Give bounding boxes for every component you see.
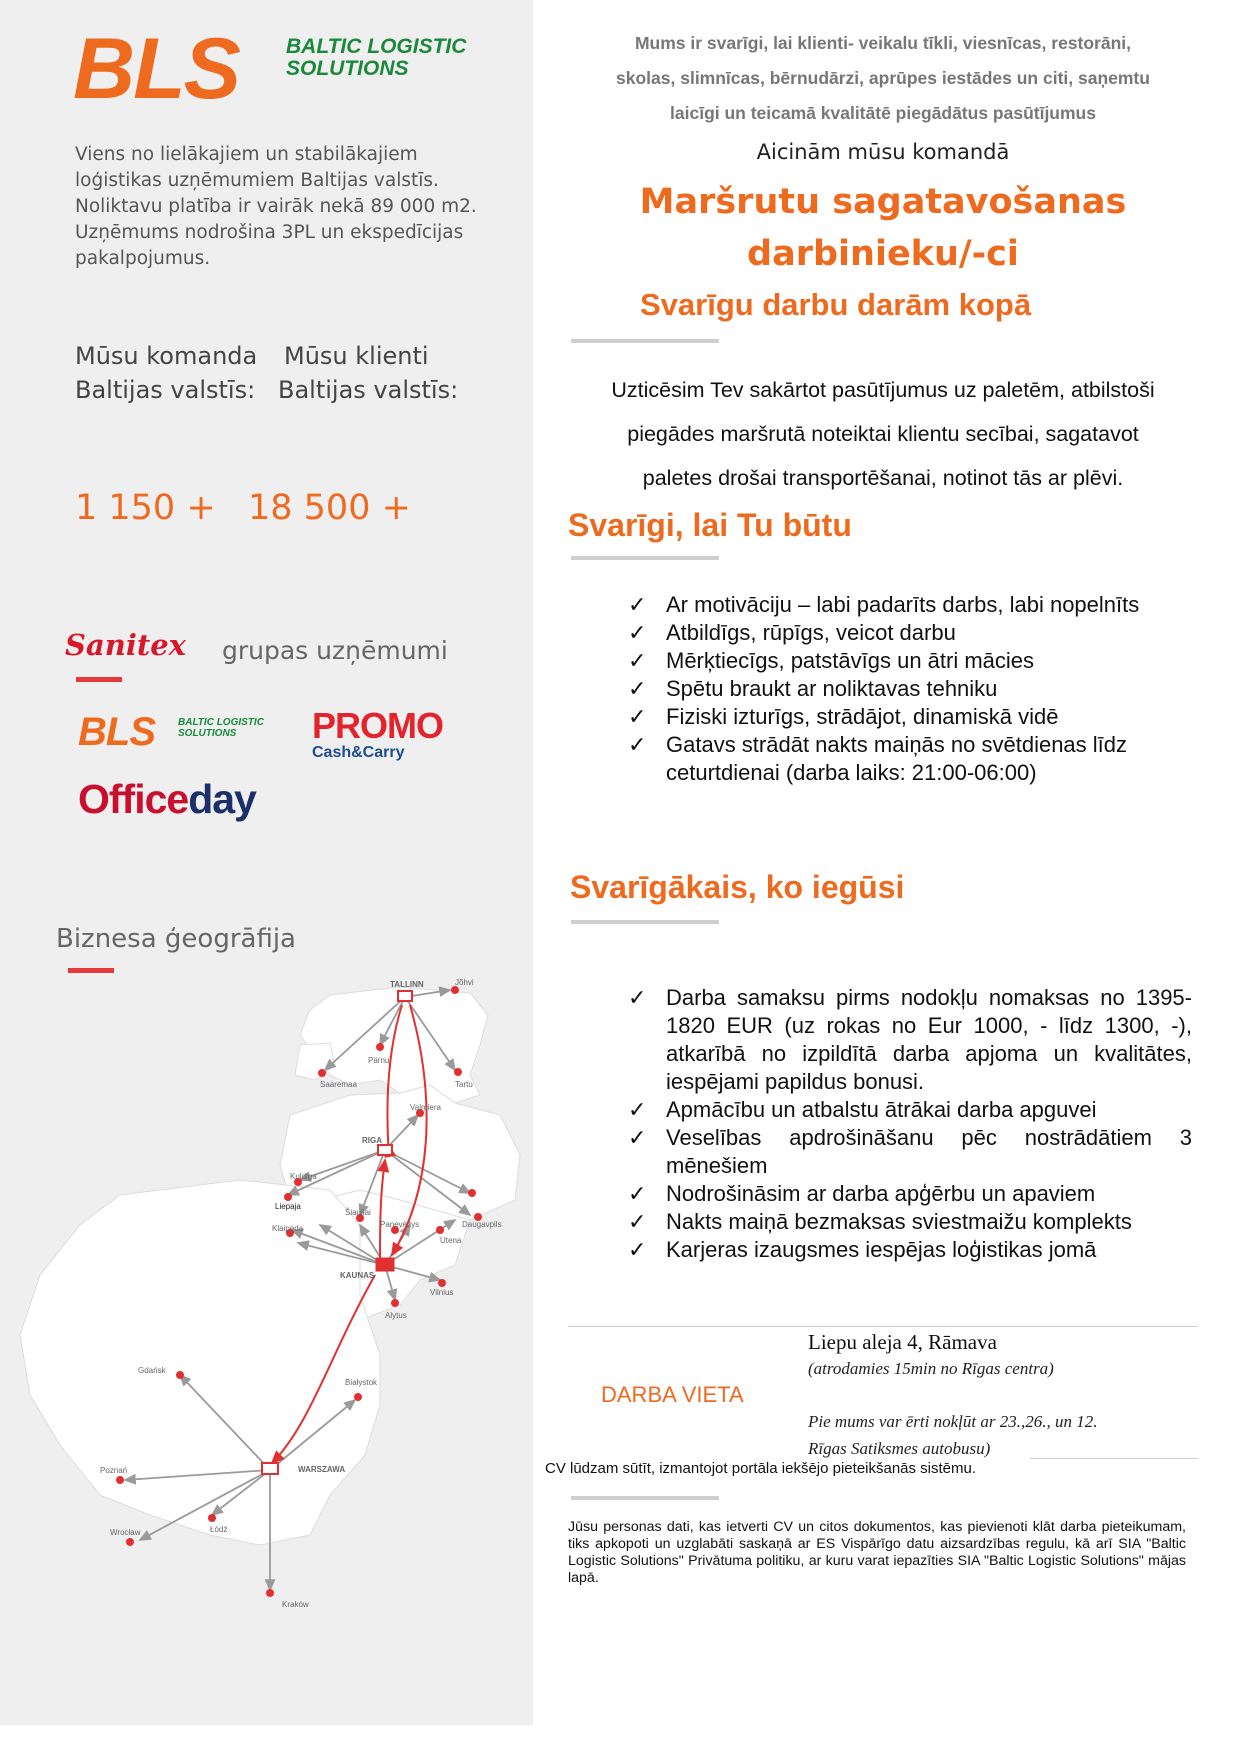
intro-line: pakalpojumus. [75, 248, 211, 269]
list-item: ✓ Ar motivāciju – labi padarīts darbs, labi nopelnīts [628, 592, 1140, 617]
geography-map [0, 975, 533, 1715]
workplace-transport: Pie mums var ērti nokļūt ar 23.,26., un 12. Rīgas Satiksmes autobusu) [808, 1412, 1098, 1458]
svg-text:Alytus: Alytus [385, 1311, 407, 1320]
benefits-list [628, 984, 1192, 1264]
map-pin [266, 1589, 274, 1597]
hub-warszawa [262, 1463, 278, 1474]
divider [571, 556, 719, 560]
left-panel [0, 0, 533, 1725]
intro-line: Viens no lielākajiem un stabilākajiem [75, 144, 418, 165]
svg-text:RIGA: RIGA [362, 1136, 382, 1145]
privacy-note: Jūsu personas dati, kas ietverti CV un citos dokumentos, kas pievienoti klāt darba pieteikumam, tiks apkopoti un uzglabāti saskaņā ar ES Vispārīgo datu aizsardzības regulu, kā arī SIA "Baltic Logistic Solutions" Privātuma politiku, ar kuru varat iepazīties SIA "Baltic Logistic Solutions" mājas lapā. [568, 1519, 1186, 1586]
svg-text:Łódź: Łódź [210, 1525, 228, 1534]
check-icon: ✓ [628, 676, 647, 701]
bls-logo-letters: BLS [73, 21, 239, 117]
map-pin [468, 1189, 476, 1197]
divider [571, 339, 719, 343]
benefits-heading: Svarīgākais, ko iegūsi [570, 869, 905, 905]
map-pin [376, 1043, 384, 1051]
workplace-address: Liepu aleja 4, Rāmava [808, 1330, 997, 1354]
workplace-bottom-rule [1030, 1458, 1198, 1459]
company-intro [75, 142, 515, 272]
intro-line: Uzņēmums nodrošina 3PL un ekspedīcijas [75, 222, 464, 243]
list-item: ✓ Spētu braukt ar noliktavas tehniku [628, 676, 998, 701]
divider [571, 920, 719, 924]
hub-tallinn [398, 991, 412, 1001]
group-text: grupas uzņēmumi [222, 636, 448, 665]
map-pin [208, 1514, 216, 1522]
divider [76, 677, 122, 682]
check-icon: ✓ [628, 1209, 647, 1234]
svg-text:Jõhvi: Jõhvi [455, 978, 474, 987]
check-icon: ✓ [628, 1181, 647, 1206]
workplace-address-note: (atrodamies 15min no Rīgas centra) [808, 1359, 1054, 1378]
list-item: ✓ Nodrošināsim ar darba apģērbu un apaviem [628, 1181, 1096, 1206]
check-icon: ✓ [628, 1097, 647, 1122]
list-item: ✓ Gatavs strādāt nakts maiņās no svētdienas līdz ceturtdienai (darba laiks: 21:00-06:00) [628, 732, 1128, 785]
slogan: Svarīgu darbu darām kopā [640, 287, 1032, 322]
officeday-logo: Officeday [78, 776, 256, 822]
workplace-label: DARBA VIETA [601, 1382, 744, 1407]
divider [68, 968, 114, 973]
svg-text:Poznań: Poznań [100, 1466, 128, 1475]
map-pin [116, 1476, 124, 1484]
intro-line: loģistikas uzņēmumiem Baltijas valstīs. [75, 170, 439, 191]
check-icon: ✓ [628, 985, 647, 1010]
map-pin [176, 1371, 184, 1379]
list-item: ✓ Mērķtiecīgs, patstāvīgs un ātri mācies [628, 648, 1035, 673]
map-pin [354, 1393, 362, 1401]
svg-text:Klaipėda: Klaipėda [272, 1224, 304, 1233]
cv-note: CV lūdzam sūtīt, izmantojot portāla iekšējo pieteikšanās sistēmu. [545, 1460, 977, 1477]
list-item: ✓ Apmācību un atbalstu ātrākai darba apguvei [628, 1097, 1097, 1122]
list-item: ✓ Veselības apdrošināšanu pēc nostrādātiem 3 mēnešiem [628, 1125, 1192, 1178]
svg-text:Kraków: Kraków [282, 1600, 309, 1609]
map-pin [436, 1226, 444, 1234]
svg-text:Gdańsk: Gdańsk [138, 1366, 166, 1375]
check-icon: ✓ [628, 620, 647, 645]
list-item: ✓ Darba samaksu pirms nodokļu nomaksas no 1395-1820 EUR (uz rokas no Eur 1000, - līdz 1300, -), atkarībā no izpildītā darba apjoma un kvalitātes, iespējami papildus bonusi. [628, 985, 1192, 1094]
bls-logo-line2: SOLUTIONS [286, 57, 409, 80]
check-icon: ✓ [628, 1237, 647, 1262]
requirements-list [628, 591, 1168, 787]
svg-text:Kuldiga: Kuldiga [290, 1172, 317, 1181]
map-pin [451, 986, 459, 994]
list-item: ✓ Fiziski izturīgs, strādājot, dinamiskā vidē [628, 704, 1059, 729]
hub-riga [378, 1145, 392, 1155]
list-item: ✓ Atbildīgs, rūpīgs, veicot darbu [628, 620, 956, 645]
team-label: Mūsu komanda Baltijas valstīs: [75, 342, 258, 404]
hub-kaunas [376, 1258, 394, 1271]
check-icon: ✓ [628, 648, 647, 673]
svg-text:WARSZAWA: WARSZAWA [298, 1465, 346, 1474]
check-icon: ✓ [628, 1125, 647, 1150]
requirements-heading: Svarīgi, lai Tu būtu [568, 507, 852, 543]
clients-label: Mūsu klienti Baltijas valstīs: [278, 342, 459, 404]
list-item: ✓ Karjeras izaugsmes iespējas loģistikas jomā [628, 1237, 1097, 1262]
sanitex-logo: Sanitex [65, 628, 186, 662]
svg-text:Pärnu: Pärnu [368, 1056, 390, 1065]
map-pin [126, 1538, 134, 1546]
svg-text:Utena: Utena [440, 1236, 462, 1245]
check-icon: ✓ [628, 704, 647, 729]
check-icon: ✓ [628, 592, 647, 617]
team-count: 1 150 + [75, 488, 216, 528]
bls-logo [73, 21, 493, 117]
clients-count: 18 500 + [248, 488, 411, 528]
svg-text:Šiauliai: Šiauliai [345, 1208, 371, 1217]
map-pin [284, 1193, 292, 1201]
svg-text:Vilnius: Vilnius [430, 1288, 454, 1297]
bls-logo-line1: BALTIC LOGISTIC [286, 35, 467, 58]
promo-logo: PROMO Cash&Carry [312, 705, 444, 761]
geo-title: Biznesa ģeogrāfija [56, 924, 296, 954]
svg-text:Białystok: Białystok [345, 1378, 378, 1387]
map-pin [438, 1279, 446, 1287]
svg-text:Daugavpils: Daugavpils [462, 1220, 502, 1229]
bls-small-logo: BLS BALTIC LOGISTIC SOLUTIONS [78, 710, 264, 754]
svg-text:Saaremaa: Saaremaa [320, 1080, 357, 1089]
poland-shape [20, 1180, 380, 1545]
intro-line: Noliktavu platība ir vairāk nekā 89 000 m2. [75, 196, 477, 217]
list-item: ✓ Nakts maiņā bezmaksas sviestmaižu komplekts [628, 1209, 1132, 1234]
divider [571, 1496, 719, 1500]
map-pin [318, 1069, 326, 1077]
map-pin [391, 1299, 399, 1307]
workplace-top-rule [568, 1326, 1198, 1327]
job-description: Uzticēsim Tev sakārtot pasūtījumus uz paletēm, atbilstoši piegādes maršrutā noteiktai klientu secībai, sagatavot paletes drošai transportēšanai, notinot tās ar plēvi. [611, 378, 1155, 490]
svg-text:Valmiera: Valmiera [410, 1103, 441, 1112]
svg-text:Panevėžys: Panevėžys [380, 1220, 420, 1229]
svg-text:TALLINN: TALLINN [390, 980, 424, 989]
right-intro: Mums ir svarīgi, lai klienti- veikalu tīkli, viesnīcas, restorāni, skolas, slimnīcas, bērnudārzi, aprūpes iestādes un citi, saņemtu laicīgi un teicamā kvalitātē piegādātus pasūtījumus [616, 33, 1150, 123]
map-pin [454, 1068, 462, 1076]
svg-text:KAUNAS: KAUNAS [340, 1271, 375, 1280]
svg-text:Liepaja: Liepaja [275, 1202, 301, 1211]
svg-text:Tartu: Tartu [455, 1080, 473, 1089]
invite-text: Aicinām mūsu komandā [756, 140, 1010, 164]
check-icon: ✓ [628, 732, 647, 757]
svg-text:Wrocław: Wrocław [110, 1528, 141, 1537]
job-title: Maršrutu sagatavošanas darbinieku/-ci [639, 182, 1127, 274]
